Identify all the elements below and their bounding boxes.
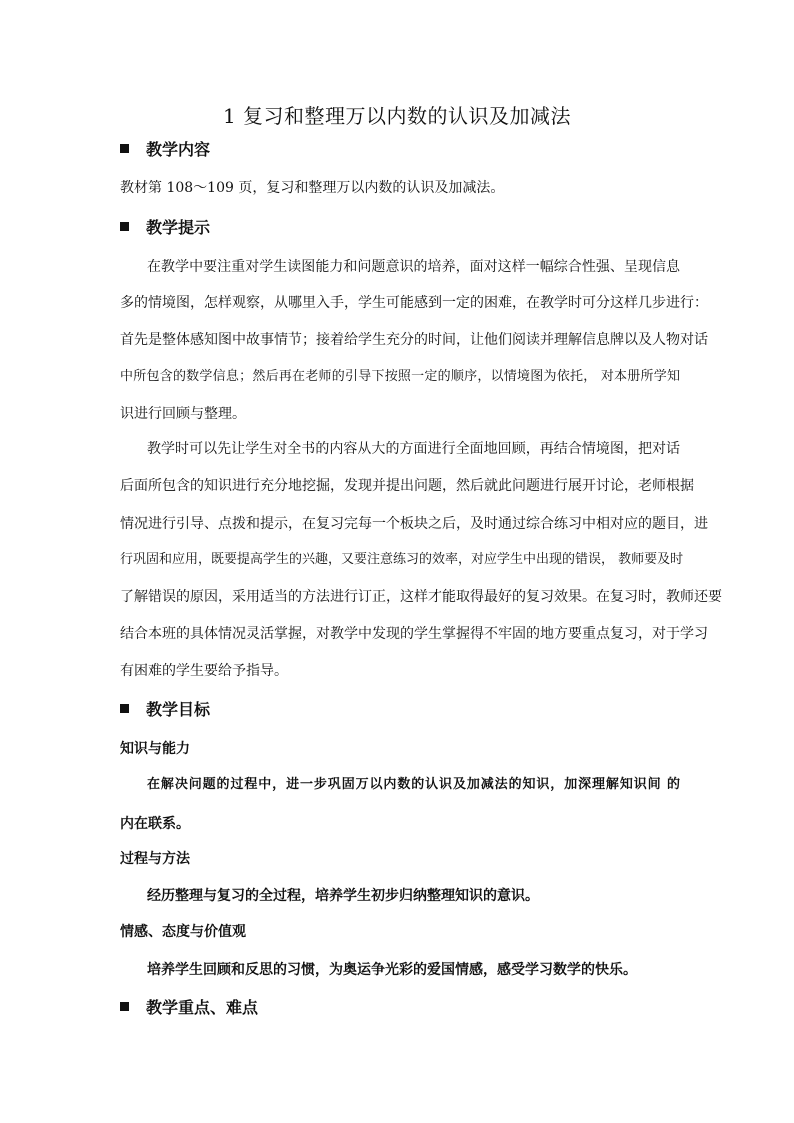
tips-line: 后面所包含的知识进行充分地挖掘，发现并提出问题，然后就此问题进行展开讨论，老师根据 — [120, 478, 694, 494]
section-heading-goals — [120, 698, 210, 722]
goal-heading-emotion: 情感、态度与价值观 — [120, 924, 246, 940]
square-bullet-icon — [120, 1002, 129, 1011]
tips-line: 多的情境图，怎样观察，从哪里入手，学生可能感到一定的困难，在教学时可分这样几步进行： — [120, 295, 708, 311]
tips-line: 行巩固和应用，既要提高学生的兴趣，又要注意练习的效率，对应学生中出现的错误， 教师要及时 — [120, 552, 684, 567]
page-title: 1 复习和整理万以内数的认识及加减法 — [222, 104, 572, 128]
content-paragraph: 教材第 108～109 页，复习和整理万以内数的认识及加减法。 — [120, 180, 505, 196]
tips-line: 了解错误的原因，采用适当的方法进行订正，这样才能取得最好的复习效果。在复习时，教师还要 — [120, 589, 722, 605]
section-heading-label: 教学提示 — [146, 218, 211, 237]
tips-line: 结合本班的具体情况灵活掌握，对教学中发现的学生掌握得不牢固的地方要重点复习，对于学习 — [120, 626, 708, 642]
section-heading-key-points — [120, 996, 258, 1020]
tips-line: 教学时可以先让学生对全书的内容从大的方面进行全面地回顾，再结合情境图，把对话 — [147, 441, 680, 457]
section-heading-tips — [120, 216, 210, 240]
square-bullet-icon — [120, 144, 129, 153]
goal-heading-process: 过程与方法 — [120, 851, 190, 867]
goal-line: 在解决问题的过程中，进一步巩固万以内数的认识及加减法的知识，加深理解知识间 的 — [147, 777, 680, 792]
section-heading-label: 教学目标 — [146, 700, 211, 719]
tips-line: 中所包含的数学信息；然后再在老师的引导下按照一定的顺序，以情境图为依托， 对本册所学知 — [120, 369, 680, 384]
goal-line: 培养学生回顾和反思的习惯，为奥运争光彩的爱国情感，感受学习数学的快乐。 — [147, 962, 637, 978]
tips-line: 识进行回顾与整理。 — [120, 406, 246, 422]
square-bullet-icon — [120, 222, 129, 231]
section-heading-label: 教学重点、难点 — [146, 998, 259, 1017]
square-bullet-icon — [120, 704, 129, 713]
goal-line: 经历整理与复习的全过程，培养学生初步归纳整理知识的意识。 — [147, 888, 539, 904]
goal-line: 内在联系。 — [120, 816, 190, 832]
tips-line: 在教学中要注重对学生读图能力和问题意识的培养，面对这样一幅综合性强、呈现信息 — [147, 259, 680, 275]
goal-heading-knowledge: 知识与能力 — [120, 741, 190, 757]
tips-line: 情况进行引导、点拨和提示，在复习完每一个板块之后，及时通过综合练习中相对应的题目，进 — [120, 516, 708, 532]
section-heading-content — [120, 138, 210, 162]
section-heading-label: 教学内容 — [146, 140, 211, 159]
tips-line: 有困难的学生要给予指导。 — [120, 663, 288, 679]
tips-line: 首先是整体感知图中故事情节；接着给学生充分的时间，让他们阅读并理解信息牌以及人物对话 — [120, 332, 708, 348]
